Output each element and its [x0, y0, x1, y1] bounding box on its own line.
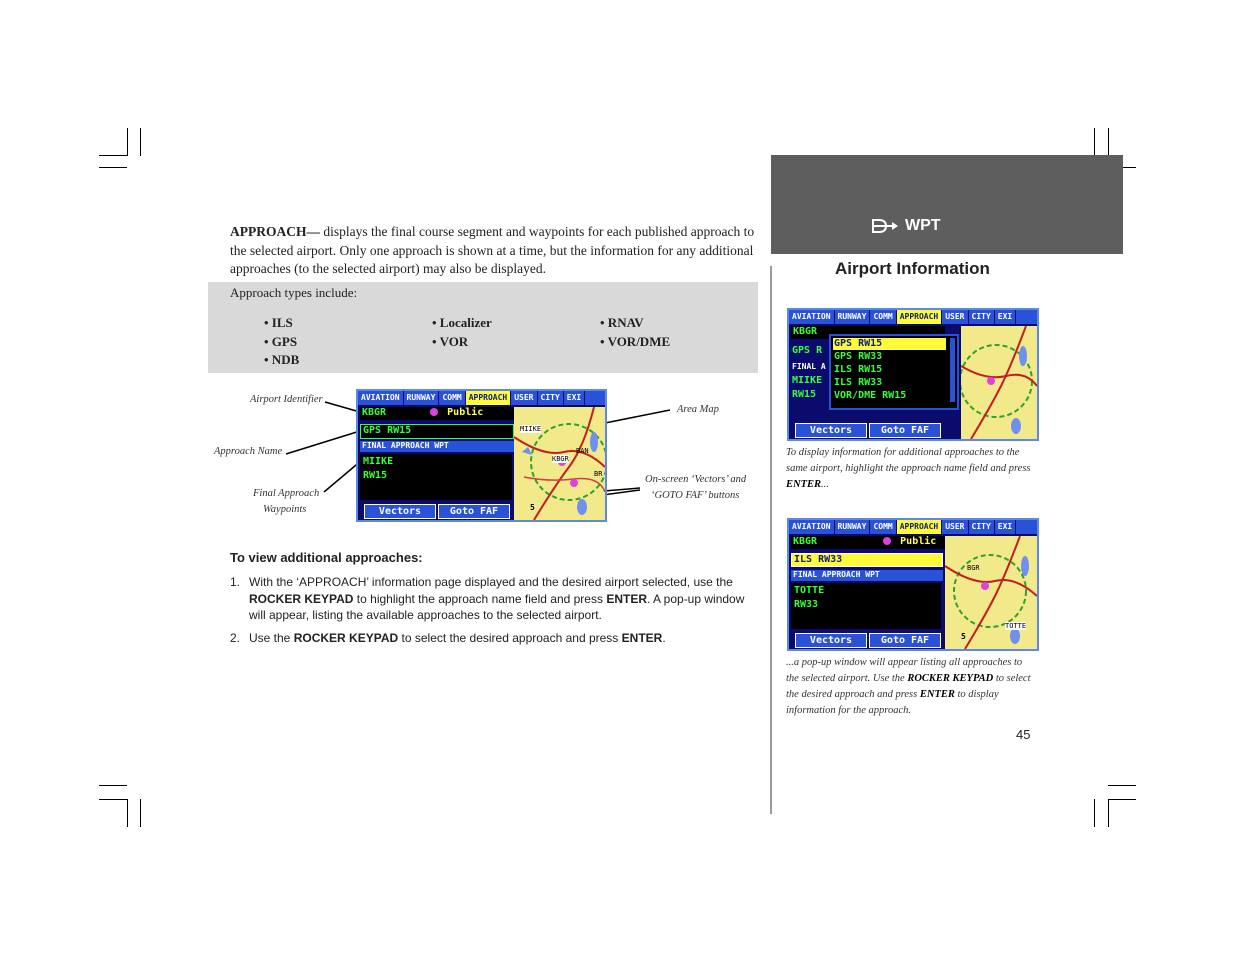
waypoint[interactable]: MIIKE	[363, 456, 394, 467]
type-item: • VOR/DME	[600, 334, 671, 349]
step-text	[249, 574, 754, 624]
airport-type: Public	[447, 407, 484, 418]
final-header-partial: FINAL A	[792, 362, 826, 371]
type-item: • RNAV	[600, 315, 644, 330]
callout-airport-identifier: Airport Identifier	[250, 394, 323, 405]
vectors-button[interactable]: Vectors	[795, 633, 867, 648]
approach-name-text: ILS RW33	[794, 554, 843, 565]
step-text-part: to highlight the approach name field and press	[353, 591, 607, 606]
area-map	[961, 326, 1037, 439]
tab-user[interactable]: USER	[942, 310, 968, 324]
map-label: MIIKE	[520, 425, 542, 433]
approach-term: APPROACH—	[230, 224, 320, 239]
area-map	[514, 407, 605, 520]
tab-city[interactable]: CITY	[969, 310, 995, 324]
approach-name[interactable]	[360, 424, 514, 439]
waypoint[interactable]: RW15	[363, 470, 388, 481]
instructions-title: To view additional approaches:	[230, 550, 423, 565]
popup-scrollbar[interactable]	[950, 338, 955, 402]
gps-screen-alt	[787, 518, 1039, 651]
callout-buttons-2: ‘GOTO FAF’ buttons	[651, 490, 740, 501]
caption-text: To display information for additional approaches to the same airport, highlight the approach name field and press	[786, 447, 1031, 474]
gps-screen-main	[356, 389, 607, 522]
callout-approach-name: Approach Name	[214, 446, 283, 457]
tab-user[interactable]: USER	[942, 520, 968, 534]
airport-identifier[interactable]: KBGR	[362, 407, 387, 418]
map-label: KBGR	[552, 455, 569, 463]
tab-aviation[interactable]: AVIATION	[358, 391, 404, 405]
tab-approach[interactable]: APPROACH	[897, 520, 943, 534]
enter-key: ENTER	[919, 689, 955, 700]
popup-item[interactable]: ILS RW15	[834, 364, 883, 375]
rocker-keypad-key: ROCKER KEYPAD	[293, 631, 399, 645]
type-item: • GPS	[264, 334, 298, 349]
map-label: BGR	[967, 564, 980, 572]
public-icon	[430, 408, 438, 416]
popup-item[interactable]: VOR/DME RW15	[834, 390, 907, 401]
goto-faf-button[interactable]: Goto FAF	[869, 423, 941, 438]
waypoint[interactable]: RW33	[794, 599, 819, 610]
caption-text: ...	[821, 479, 829, 490]
step-text-part: . A pop-up window will appear, listing the available approaches to the selected airport.	[249, 591, 745, 622]
approach-text: displays the final course segment and waypoints for each published approach to the selected airport. Only one approach is shown at a time, but the information for any additional approaches (to the selected airport) may also be displayed.	[230, 224, 755, 276]
step-text-part: to select the desired approach and press	[398, 631, 622, 645]
caption-1	[786, 445, 1036, 493]
map-label: TOTTE	[1005, 622, 1027, 630]
vectors-button[interactable]: Vectors	[795, 423, 867, 438]
page-number: 45	[1016, 727, 1031, 742]
type-item: • ILS	[264, 315, 293, 330]
step-number: 1.	[230, 575, 241, 589]
approach-popup[interactable]	[829, 334, 959, 410]
caption-2	[786, 655, 1036, 719]
step-text-part: Use the	[249, 631, 294, 645]
waypoint: MIIKE	[792, 375, 823, 386]
caption-text: to select the desired approach and press	[786, 673, 1031, 700]
screen-tabs	[358, 391, 605, 405]
airport-row	[791, 536, 945, 549]
gps-screen-popup	[787, 308, 1039, 441]
tab-comm[interactable]: COMM	[870, 520, 896, 534]
callout-area-map: Area Map	[677, 404, 719, 415]
airport-row[interactable]: KBGR	[791, 326, 945, 339]
callout-final-approach: Final Approach	[253, 488, 320, 499]
tab-exit[interactable]: EXI	[564, 391, 585, 405]
tab-runway[interactable]: RUNWAY	[404, 391, 440, 405]
type-item: • NDB	[264, 352, 300, 367]
step-text	[249, 630, 754, 647]
caption-text: to display information for the approach.	[786, 689, 999, 716]
map-scale: 5	[530, 503, 535, 512]
tab-approach[interactable]: APPROACH	[897, 310, 943, 324]
tab-user[interactable]: USER	[511, 391, 537, 405]
goto-faf-button[interactable]: Goto FAF	[869, 633, 941, 648]
enter-key: ENTER	[786, 479, 822, 490]
tab-city[interactable]: CITY	[969, 520, 995, 534]
airport-row	[360, 407, 514, 420]
airport-identifier[interactable]: KBGR	[793, 536, 818, 547]
popup-item[interactable]: ILS RW33	[834, 377, 883, 388]
enter-key: ENTER	[606, 591, 647, 606]
map-scale: 5	[961, 632, 966, 641]
enter-key: ENTER	[621, 631, 663, 645]
tab-runway[interactable]: RUNWAY	[835, 520, 871, 534]
step-number: 2.	[230, 631, 241, 645]
airport-type: Public	[900, 536, 937, 547]
approach-name-partial: GPS R	[792, 345, 823, 356]
caption-text: ...a pop-up window will appear listing all approaches to the selected airport. Use the	[786, 657, 1023, 684]
goto-faf-button[interactable]: Goto FAF	[438, 504, 510, 519]
screen-tabs	[789, 310, 1037, 324]
waypoint[interactable]: TOTTE	[794, 585, 825, 596]
tab-approach[interactable]: APPROACH	[466, 391, 512, 405]
rocker-keypad-key: ROCKER KEYPAD	[907, 673, 994, 684]
map-label: BR	[594, 470, 603, 478]
instruction-step-2	[230, 630, 755, 648]
tab-runway[interactable]: RUNWAY	[835, 310, 871, 324]
tab-aviation[interactable]: AVIATION	[789, 520, 835, 534]
approach-types-label: Approach types include:	[230, 285, 358, 300]
approach-name[interactable]	[791, 553, 943, 567]
public-icon	[883, 537, 891, 545]
type-item: • Localizer	[432, 315, 492, 330]
callout-buttons: On-screen ‘Vectors’ and	[645, 474, 747, 485]
tab-comm[interactable]: COMM	[870, 310, 896, 324]
tab-aviation[interactable]: AVIATION	[789, 310, 835, 324]
final-approach-header: FINAL APPROACH WPT	[791, 570, 943, 581]
popup-item-selected[interactable]: GPS RW15	[833, 338, 946, 350]
callout-final-approach-2: Waypoints	[263, 504, 307, 515]
tab-exit[interactable]: EXI	[995, 310, 1016, 324]
area-map	[945, 536, 1037, 649]
map-label: BAN	[576, 447, 589, 455]
type-item: • VOR	[432, 334, 469, 349]
approach-name-text: GPS RW15	[363, 425, 412, 436]
waypoint: RW15	[792, 389, 817, 400]
section-title: WPT	[905, 217, 941, 234]
tab-exit[interactable]: EXI	[995, 520, 1016, 534]
step-text-part: .	[662, 631, 666, 645]
rocker-keypad-key: ROCKER KEYPAD	[249, 591, 354, 606]
vectors-button[interactable]: Vectors	[364, 504, 436, 519]
screen-tabs	[789, 520, 1037, 534]
popup-item[interactable]: GPS RW33	[834, 351, 883, 362]
page-subtitle: Airport Information	[835, 259, 990, 278]
step-text-part: With the ‘APPROACH’ information page displayed and the desired airport selected, use the	[249, 575, 733, 589]
instruction-step-1	[230, 574, 755, 624]
final-approach-header: FINAL APPROACH WPT	[360, 441, 514, 452]
tab-city[interactable]: CITY	[538, 391, 564, 405]
tab-comm[interactable]: COMM	[439, 391, 465, 405]
